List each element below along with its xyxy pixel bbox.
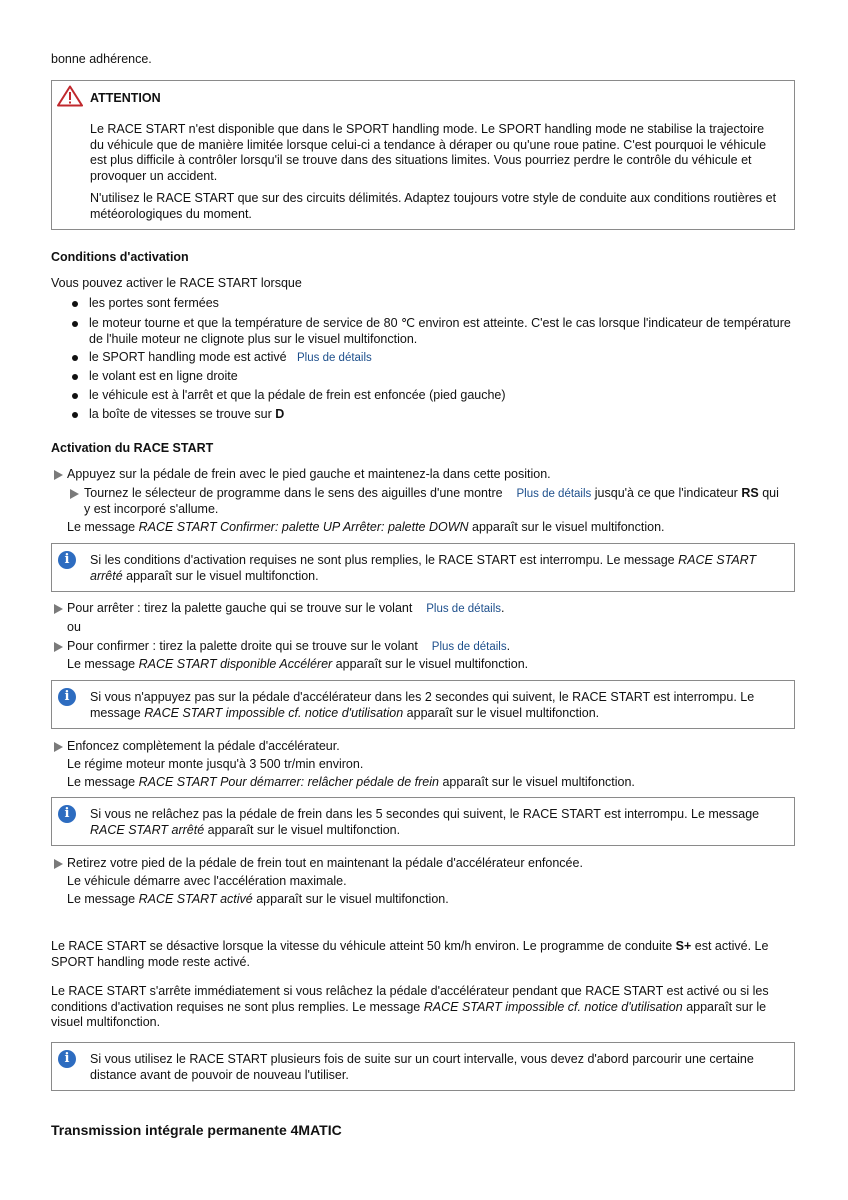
info-icon: i <box>58 551 76 569</box>
bullet-icon <box>72 355 78 361</box>
attention-paragraph: Le RACE START n'est disponible que dans le SPORT handling mode. Le SPORT handling mode ne stabilise la trajectoire du véhicule que de manière limitée lorsque celui-ci a tendance à déraper ou qu'une roue patine. C'est pourquoi le véhicule est plus difficile à contrôler lorsqu'il se trouve dans des situations limites. Vous pourriez perdre le contrôle du véhicule et provoquer un accident. <box>90 122 767 183</box>
manual-page: bonne adhérence. ATTENTION Le RACE START n'est disponible que dans le SPORT handling mode. Le SPORT handling mode ne stabilise la trajectoire du véhicule que de manière limitée lorsque celui-ci a tendance à déraper ou qu'une roue patine. C'est pourquoi le véhicule est plus difficile à contrôler lorsqu'il se trouve dans des situations limites. Vous pourriez perdre le contrôle du véhicule et provoquer un accident. N'utilisez le RACE START que sur des circuits délimités. Adaptez toujours votre style de conduite aux conditions routières et météorologiques du moment. Conditions d'activation Vous pouvez activer le RACE START lorsque les portes sont fermées le moteur tourne et que la température de service de 80 ℃ environ est atteinte. C'est le cas lorsque l'indicateur de température de l'huile moteur ne clignote plus sur le visuel multifonction. le SPORT handling mode est activé Plus de détails le volant est en ligne droite le véhicule est à l'arrêt et que la pédale de frein est enfoncée (pied gauche) la boîte de vitesses se trouve sur D Activation du RACE START Appuyez sur la pédale de frein avec le pied gauche et maintenez-la dans cette position. Tournez le sélecteur de programme dans le sens des aiguilles d'une montre Plus de détails jusqu'à ce que l'indicateur RS qui y est incorporé s'allume. Le message RACE START Confirmer: palette UP Arrêter: palette DOWN apparaît sur le visuel multifonction. i Si les conditions d'activation requises ne sont plus remplies, le RACE START est interrompu. Le message RACE START arrêté apparaît sur le visuel multifonction. Pour arrêter : tirez la palette gauche qui se trouve sur le volant Plus de détails. ou Pour confirmer : tirez la palette droite qui se trouve sur le volant Plus de détails. Le message RACE START disponible Accélérer apparaît sur le visuel multifonction. i Si vous n'appuyez pas sur la pédale d'accélérateur dans les 2 secondes qui suivent, le RACE START est interrompu. Le message RACE START impossible cf. notice d'utilisation apparaît sur le visuel multifonction. Enfoncez complètement la pédale d'accélérateur. Le régime moteur monte jusqu'à 3 500 tr/min environ. Le message RACE START Pour démarrer: relâcher pédale de frein apparaît sur le visuel multifonction. i Si vous ne relâchez pas la pédale de frein dans les 5 secondes qui suivent, le RACE START est interrompu. Le message RACE START arrêté apparaît sur le visuel multifonction. Retirez votre pied de la pédale de frein tout en maintenant la pédale d'accélérateur enfoncée. Le véhicule démarre avec l'accélération maximale. Le message RACE START activé apparaît sur le visuel multifonction. Le RACE START se désactive lorsque la vitesse du véhicule atteint 50 km/h environ. Le programme de conduite S+ est activé. Le SPORT handling mode reste activé. Le RACE START s'arrête immédiatement si vous relâchez la pédale d'accélérateur pendant que RACE START est activé ou si les conditions d'activation requises ne sont plus remplies. Le message RACE START impossible cf. notice d'utilisation apparaît sur le visuel multifonction. i Si vous utilisez le RACE START plusieurs fois de suite sur un court intervalle, vous devez d'abord parcourir une certaine distance avant de pouvoir de nouveau l'utiliser. Transmission intégrale permanente 4MATIC <box>0 0 848 1200</box>
step-text-cont: Le véhicule démarre avec l'accélération maximale. <box>67 874 347 888</box>
bullet-icon <box>72 301 78 307</box>
step-text: Enfoncez complètement la pédale d'accélérateur. <box>67 739 340 753</box>
substep-arrow-icon <box>70 489 79 499</box>
info-icon: i <box>58 1050 76 1068</box>
step-arrow-icon <box>54 470 63 480</box>
attention-paragraph: N'utilisez le RACE START que sur des circuits délimités. Adaptez toujours votre style de conduite aux conditions routières et météorologiques du moment. <box>90 191 777 221</box>
or-text: ou <box>67 620 81 634</box>
step-arrow-icon <box>54 742 63 752</box>
bullet-icon <box>72 321 78 327</box>
info-box <box>51 1042 795 1091</box>
step-text: Appuyez sur la pédale de frein avec le pied gauche et maintenez-la dans cette position. <box>67 467 551 481</box>
info-box <box>51 797 795 846</box>
conditions-heading: Conditions d'activation <box>51 250 189 264</box>
info-icon: i <box>58 805 76 823</box>
substep-text: Tournez le sélecteur de programme dans le sens des aiguilles d'une montre Plus de détails jusqu'à ce que l'indicateur RS qui <box>84 486 779 500</box>
step-message: Le message RACE START disponible Accélérer apparaît sur le visuel multifonction. <box>67 657 529 671</box>
substep-text-cont: y est incorporé s'allume. <box>84 502 219 516</box>
details-link[interactable]: Plus de détails <box>297 352 372 364</box>
step-text: Pour confirmer : tirez la palette droite qui se trouve sur le volant Plus de détails. <box>67 639 511 653</box>
info-text: Si vous utilisez le RACE START plusieurs fois de suite sur un court intervalle, vous devez d'abord parcourir une certaine distance avant de pouvoir de nouveau l'utiliser. <box>90 1052 754 1082</box>
step-text: Retirez votre pied de la pédale de frein tout en maintenant la pédale d'accélérateur enfoncée. <box>67 856 583 870</box>
step-message: Le message RACE START activé apparaît sur le visuel multifonction. <box>67 892 449 906</box>
info-icon: i <box>58 688 76 706</box>
details-link[interactable]: Plus de détails <box>516 488 592 500</box>
warning-triangle-icon <box>57 85 83 107</box>
info-box <box>51 543 795 592</box>
info-text: Si vous ne relâchez pas la pédale de frein dans les 5 secondes qui suivent, le RACE START est interrompu. Le message RACE START arrêté apparaît sur le visuel multifonction. <box>90 807 760 837</box>
body-paragraph: Le RACE START s'arrête immédiatement si vous relâchez la pédale d'accélérateur pendant que RACE START est activé ou si les conditions d'activation requises ne sont plus remplies. Le message RACE START impossible cf. notice d'utilisation apparaît sur le visuel multifonction. <box>51 984 769 1029</box>
conditions-intro: Vous pouvez activer le RACE START lorsque <box>51 276 302 290</box>
activation-heading: Activation du RACE START <box>51 441 214 455</box>
step-arrow-icon <box>54 604 63 614</box>
step-arrow-icon <box>54 859 63 869</box>
section-heading: Transmission intégrale permanente 4MATIC <box>51 1122 342 1138</box>
attention-title: ATTENTION <box>90 91 161 105</box>
step-text: Pour arrêter : tirez la palette gauche qui se trouve sur le volant Plus de détails. <box>67 601 505 615</box>
step-message: Le message RACE START Pour démarrer: relâcher pédale de frein apparaît sur le visuel multifonction. <box>67 775 635 789</box>
intro-text: bonne adhérence. <box>51 52 152 66</box>
body-paragraph: Le RACE START se désactive lorsque la vitesse du véhicule atteint 50 km/h environ. Le programme de conduite S+ est activé. Le SPORT handling mode reste activé. <box>51 939 769 969</box>
step-text-cont: Le régime moteur monte jusqu'à 3 500 tr/min environ. <box>67 757 364 771</box>
step-message: Le message RACE START Confirmer: palette UP Arrêter: palette DOWN apparaît sur le visuel multifonction. <box>67 520 665 534</box>
info-text: Si les conditions d'activation requises ne sont plus remplies, le RACE START est interrompu. Le message RACE START arrêté apparaît sur le visuel multifonction. <box>90 553 757 583</box>
bullet-icon <box>72 393 78 399</box>
step-arrow-icon <box>54 642 63 652</box>
bullet-icon <box>72 412 78 418</box>
details-link[interactable]: Plus de détails <box>426 603 502 615</box>
attention-box <box>51 80 795 230</box>
bullet-icon <box>72 374 78 380</box>
info-text: Si vous n'appuyez pas sur la pédale d'accélérateur dans les 2 secondes qui suivent, le RACE START est interrompu. Le message RACE START impossible cf. notice d'utilisation apparaît sur le visuel multifonction. <box>90 690 755 720</box>
info-box <box>51 680 795 729</box>
details-link[interactable]: Plus de détails <box>431 641 507 653</box>
